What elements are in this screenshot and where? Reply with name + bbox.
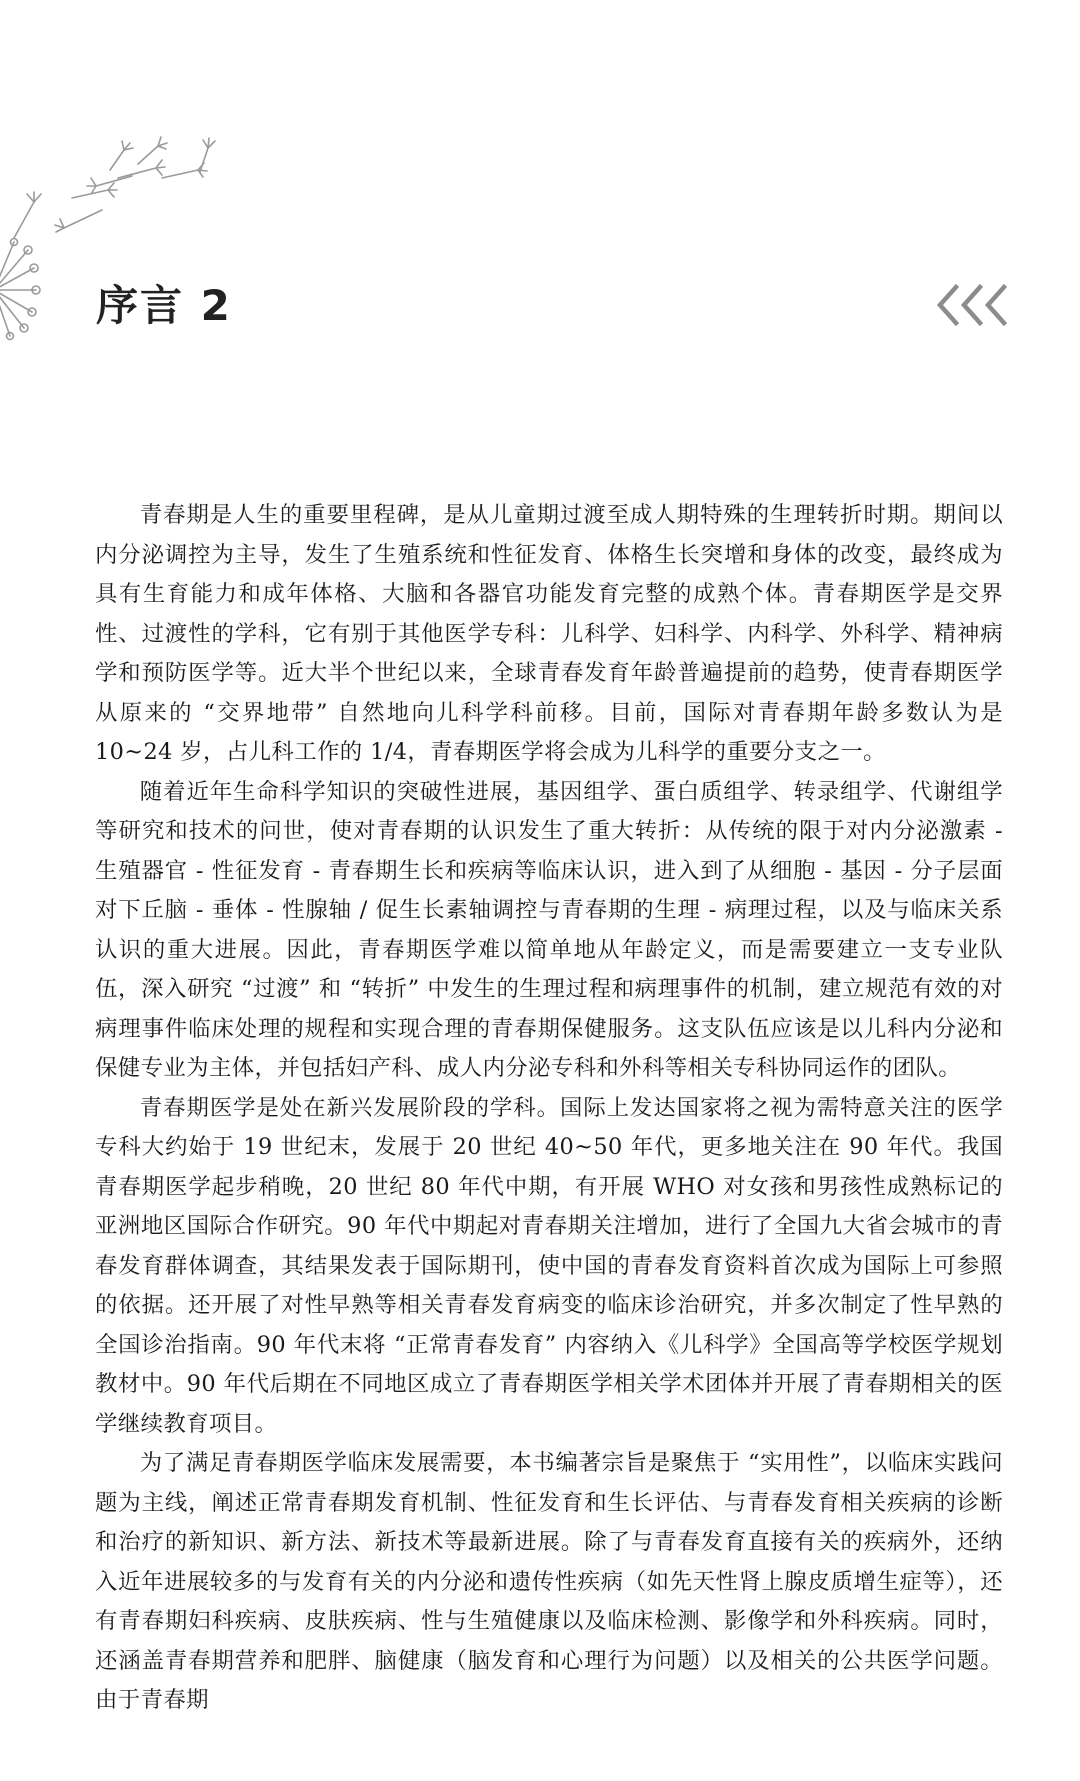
page-title: 序言 2 (96, 281, 232, 330)
paragraph-4: 为了满足青春期医学临床发展需要，本书编著宗旨是聚焦于 “实用性”，以临床实践问题为主线，阐述正常青春期发育机制、性征发育和生长评估、与青春发育相关疾病的诊断和治疗的新知识、新方法、新技术等最新进展。除了与青春发育直接有关的疾病外，还纳入近年进展较多的与发育有关的内分泌和遗传性疾病（如先天性肾上腺皮质增生症等），还有青春期妇科疾病、皮肤疾病、性与生殖健康以及临床检测、影像学和外科疾病。同时，还涵盖青春期营养和肥胖、脑健康（脑发育和心理行为问题）以及相关的公共医学问题。由于青春期 (95, 1450, 1003, 1713)
preface-body (95, 496, 1003, 1721)
paragraph-3: 青春期医学是处在新兴发展阶段的学科。国际上发达国家将之视为需特意关注的医学专科大约始于 19 世纪末，发展于 20 世纪 40~50 年代，更多地关注在 90 年代。我国青春期医学起步稍晚，20 世纪 80 年代中期，有开展 WHO 对女孩和男孩性成熟标记的亚洲地区国际合作研究。90 年代中期起对青春期关注增加，进行了全国九大省会城市的青春发育群体调查，其结果发表于国际期刊，使中国的青春发育资料首次成为国际上可参照的依据。还开展了对性早熟等相关青春发育病变的临床诊治研究，并多次制定了性早熟的全国诊治指南。90 年代末将 “正常青春发育” 内容纳入《儿科学》全国高等学校医学规划教材中。90 年代后期在不同地区成立了青春期医学相关学术团体并开展了青春期相关的医学继续教育项目。 (95, 1094, 1003, 1437)
paragraph-2: 随着近年生命科学知识的突破性进展，基因组学、蛋白质组学、转录组学、代谢组学等研究和技术的问世，使对青春期的认识发生了重大转折：从传统的限于对内分泌激素 - 生殖器官 - 性征发育 - 青春期生长和疾病等临床认识，进入到了从细胞 - 基因 - 分子层面对下丘脑 - 垂体 - 性腺轴 / 促生长素轴调控与青春期的生理 - 病理过程，以及与临床关系认识的重大进展。因此，青春期医学难以简单地从年龄定义，而是需要建立一支专业队伍，深入研究 “过渡” 和 “转折” 中发生的生理过程和病理事件的机制，建立规范有效的对病理事件临床处理的规程和实现合理的青春期保健服务。这支队伍应该是以儿科内分泌和保健专业为主体，并包括妇产科、成人内分泌专科和外科等相关专科协同运作的团队。 (95, 778, 1003, 1081)
chevrons-left-icon (934, 282, 1014, 328)
paragraph-1: 青春期是人生的重要里程碑，是从儿童期过渡至成人期特殊的生理转折时期。期间以内分泌调控为主导，发生了生殖系统和性征发育、体格生长突增和身体的改变，最终成为具有生育能力和成年体格、大脑和各器官功能发育完整的成熟个体。青春期医学是交界性、过渡性的学科，它有别于其他医学专科：儿科学、妇科学、内科学、外科学、精神病学和预防医学等。近大半个世纪以来，全球青春发育年龄普遍提前的趋势，使青春期医学从原来的 “交界地带” 自然地向儿科学科前移。目前，国际对青春期年龄多数认为是 10~24 岁，占儿科工作的 1/4，青春期医学将会成为儿科学的重要分支之一。 (95, 502, 1003, 765)
